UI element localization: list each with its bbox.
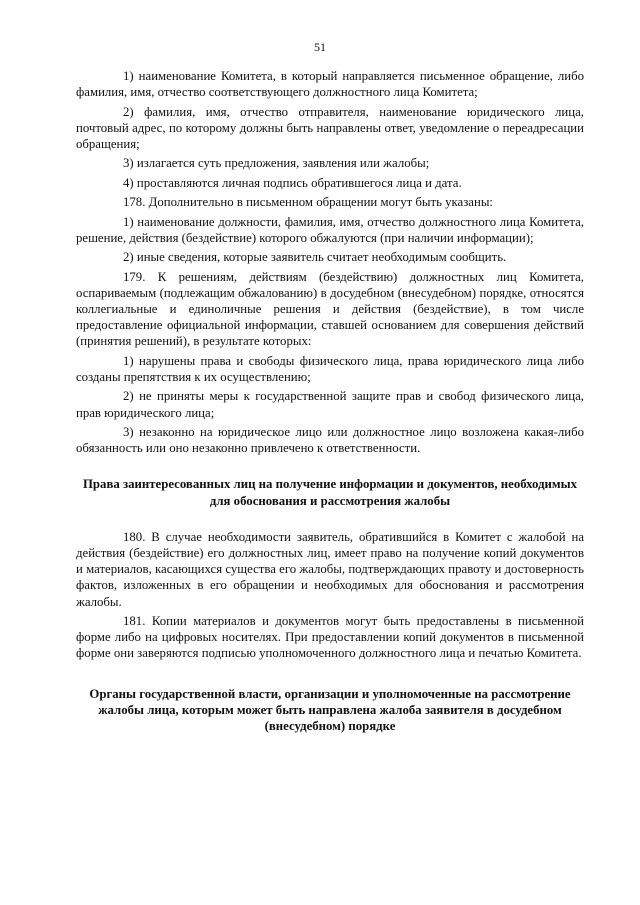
paragraph-item-4: 4) проставляются личная подпись обратившегося лица и дата. <box>123 175 462 190</box>
paragraph-178: 178. Дополнительно в письменном обращении могут быть указаны: <box>123 195 493 210</box>
paragraph-item-2: 2) фамилия, имя, отчество отправителя, наименование юридического лица, почтовый адрес, по которому должны быть направлены ответ, уведомление о переадресации обращения; <box>76 104 584 151</box>
paragraph-181: 181. Копии материалов и документов могут быть предоставлены в письменной форме либо на цифровых носителях. При предоставлении копий документов в письменной форме они заверяются подписью уполномоченного должностного лица и печатью Комитета. <box>76 613 584 661</box>
page-number: 51 <box>314 40 326 54</box>
document-body <box>76 68 584 734</box>
paragraph-180: 180. В случае необходимости заявитель, обратившийся в Комитет с жалобой на действия (бездействие) его должностных лиц, имеет право на получение копий документов и материалов, касающихся существа его жалобы, подтверждающих правоту и достоверность фактов, изложенных в его обращении и необходимых для обоснования и рассмотрения жалобы. <box>76 529 584 609</box>
section-heading-authorities: Органы государственной власти, организации и уполномоченные на рассмотрение жалобы лица, которым может быть направлена жалоба заявителя в досудебном (внесудебном) порядке <box>89 686 571 733</box>
paragraph-179-item-1: 1) нарушены права и свободы физического лица, права юридического лица либо созданы препятствия к их осуществлению; <box>76 353 584 384</box>
paragraph-item-1: 1) наименование Комитета, в который направляется письменное обращение, либо фамилия, имя, отчество соответствующего должностного лица Комитета; <box>76 69 584 100</box>
paragraph-179-item-2: 2) не приняты меры к государственной защите прав и свобод физического лица, прав юридического лица; <box>76 389 584 420</box>
section-heading-rights: Права заинтересованных лиц на получение информации и документов, необходимых для обоснования и рассмотрения жалобы <box>82 477 578 508</box>
paragraph-179-item-3: 3) незаконно на юридическое лицо или должностное лицо возложена какая-либо обязанность или оно незаконно привлечено к ответственности. <box>76 424 584 456</box>
paragraph-178-item-2: 2) иные сведения, которые заявитель считает необходимым сообщить. <box>123 250 507 265</box>
paragraph-178-item-1: 1) наименование должности, фамилия, имя, отчество должностного лица Комитета, решение, действия (бездействие) которого обжалуются (при наличии информации); <box>76 214 584 245</box>
paragraph-item-3: 3) излагается суть предложения, заявления или жалобы; <box>123 156 430 171</box>
paragraph-179: 179. К решениям, действиям (бездействию) должностных лиц Комитета, оспариваемым (подлежащим обжалованию) в досудебном (внесудебном) порядке, относятся коллегиальные и единоличные решения и действия (бездействие), в том числе предоставление официальной информации, ставшей основанием для совершения действий (принятия решений), в результате которых: <box>76 269 584 349</box>
